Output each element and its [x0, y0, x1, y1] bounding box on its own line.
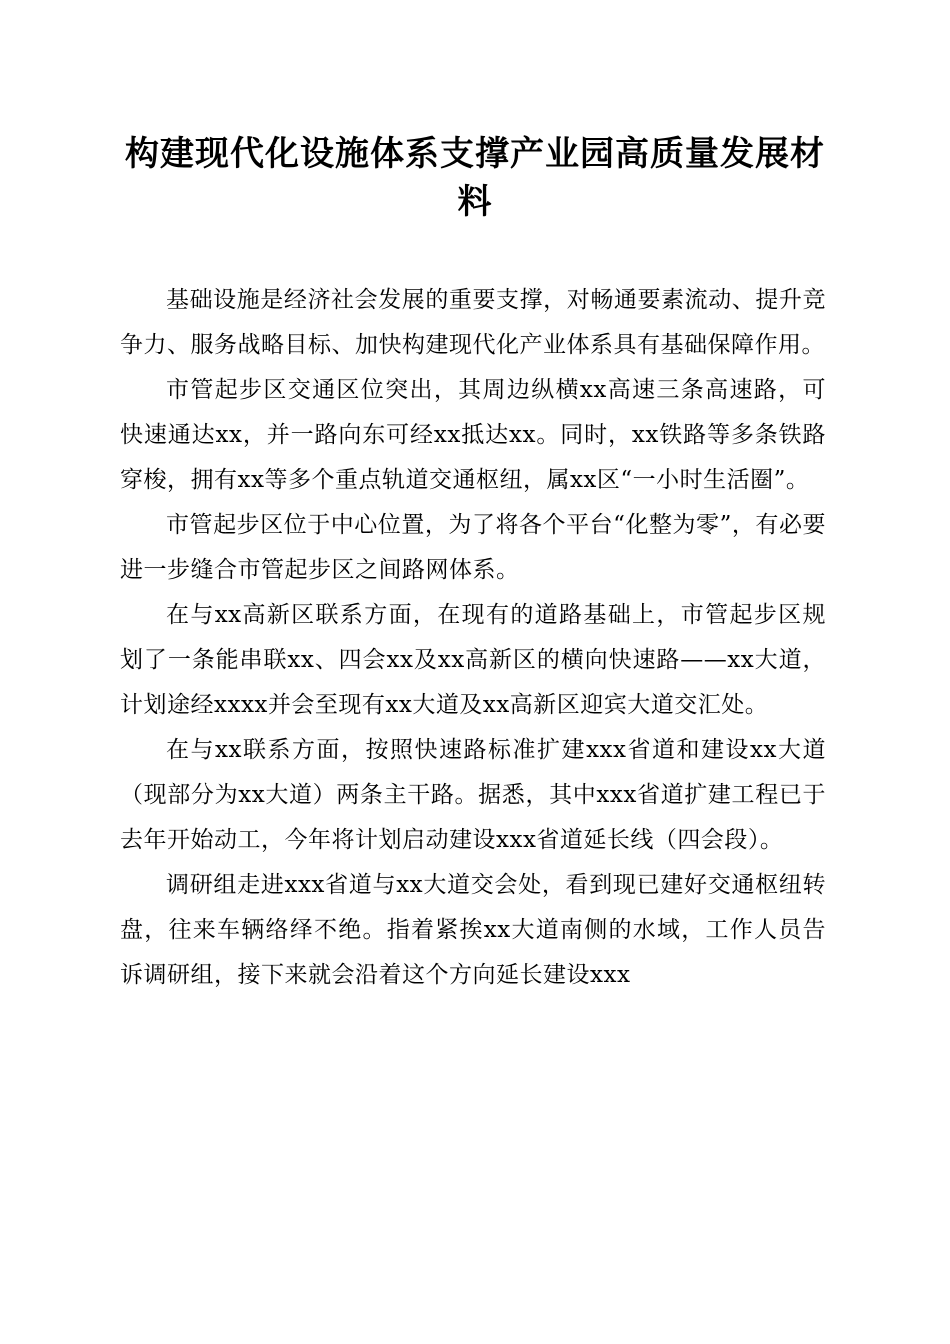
document-title: 构建现代化设施体系支撑产业园高质量发展材料: [125, 134, 825, 222]
paragraph-hightech-connection: 在与xx高新区联系方面，在现有的道路基础上，市管起步区规划了一条能串联xx、四会xx及xx高新区的横向快速路——xx大道，计划途经xxxx并会至现有xx大道及xx高新区迎宾大道交汇处。: [120, 602, 826, 718]
paragraph-research-visit: 调研组走进xxx省道与xx大道交会处，看到现已建好交通枢纽转盘，往来车辆络绎不绝。指着紧挨xx大道南侧的水域，工作人员告诉调研组，接下来就会沿着这个方向延长建设xxx: [120, 872, 826, 988]
paragraph-road-network: 市管起步区位于中心位置，为了将各个平台“化整为零”，有必要进一步缝合市管起步区之间路网体系。: [120, 512, 826, 583]
paragraph-infrastructure-intro: 基础设施是经济社会发展的重要支撑，对畅通要素流动、提升竞争力、服务战略目标、加快构建现代化产业体系具有基础保障作用。: [120, 287, 826, 358]
paragraph-xx-connection: 在与xx联系方面，按照快速路标准扩建xxx省道和建设xx大道（现部分为xx大道）两条主干路。据悉，其中xxx省道扩建工程已于去年开始动工，今年将计划启动建设xxx省道延长线（四会段）。: [120, 737, 826, 853]
paragraph-transport-location: 市管起步区交通区位突出，其周边纵横xx高速三条高速路，可快速通达xx，并一路向东可经xx抵达xx。同时，xx铁路等多条铁路穿梭，拥有xx等多个重点轨道交通枢纽，属xx区“一小时生活圈”。: [120, 377, 826, 493]
document-body: [120, 278, 826, 998]
